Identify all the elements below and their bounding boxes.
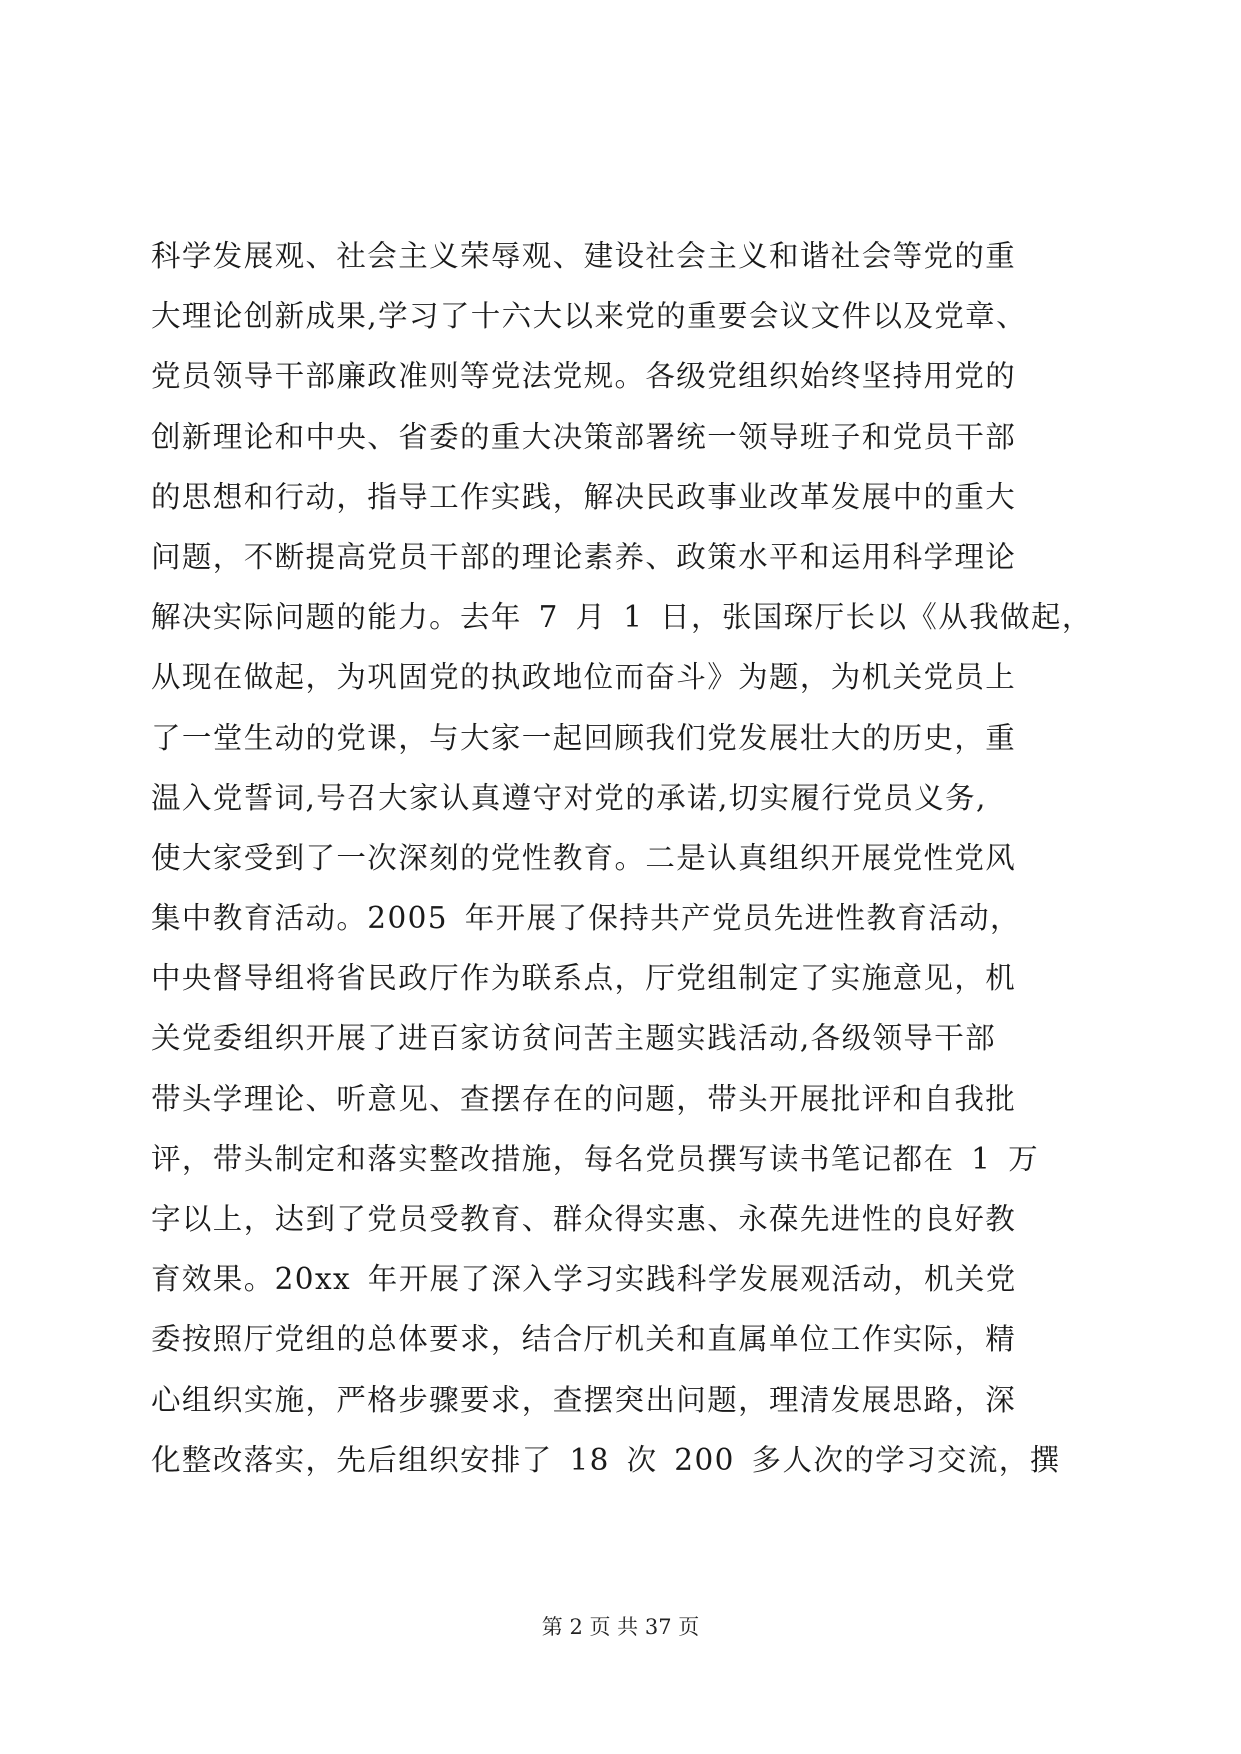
text-line: 大理论创新成果,学习了十六大以来党的重要会议文件以及党章、 — [151, 299, 1027, 334]
text-line: 评，带头制定和落实整改措施，每名党员撰写读书笔记都在 1 万 — [151, 1141, 1040, 1176]
text-line: 心组织实施，严格步骤要求，查摆突出问题，理清发展思路，深 — [151, 1382, 1017, 1417]
text-line: 育效果。20xx 年开展了深入学习实践科学发展观活动，机关党 — [151, 1262, 1017, 1297]
text-line: 化整改落实，先后组织安排了 18 次 200 多人次的学习交流，撰 — [151, 1442, 1061, 1477]
page-number-footer: 第 2 页 共 37 页 — [541, 1615, 700, 1639]
text-line: 字以上，达到了党员受教育、群众得实惠、永葆先进性的良好教 — [151, 1202, 1017, 1236]
body-text — [151, 226, 1111, 1490]
text-line: 问题，不断提高党员干部的理论素养、政策水平和运用科学理论 — [151, 539, 1017, 574]
text-line: 温入党誓词,号召大家认真遵守对党的承诺,切实履行党员义务, — [151, 780, 987, 815]
text-line: 科学发展观、社会主义荣辱观、建设社会主义和谐社会等党的重 — [151, 239, 1017, 273]
text-line: 的思想和行动，指导工作实践，解决民政事业改革发展中的重大 — [151, 479, 1017, 514]
text-line: 从现在做起，为巩固党的执政地位而奋斗》为题，为机关党员上 — [151, 660, 1017, 695]
text-line: 了一堂生动的党课，与大家一起回顾我们党发展壮大的历史，重 — [151, 720, 1017, 755]
text-line: 解决实际问题的能力。去年 7 月 1 日，张国琛厅长以《从我做起， — [151, 600, 1093, 635]
text-line: 创新理论和中央、省委的重大决策部署统一领导班子和党员干部 — [151, 419, 1017, 454]
text-line: 党员领导干部廉政准则等党法党规。各级党组织始终坚持用党的 — [151, 359, 1017, 394]
text-line: 集中教育活动。2005 年开展了保持共产党员先进性教育活动， — [151, 901, 1021, 936]
text-line: 中央督导组将省民政厅作为联系点，厅党组制定了实施意见，机 — [151, 961, 1017, 996]
text-line: 带头学理论、听意见、查摆存在的问题，带头开展批评和自我批 — [151, 1081, 1017, 1116]
text-line: 关党委组织开展了进百家访贫问苦主题实践活动,各级领导干部 — [151, 1021, 997, 1056]
text-line: 使大家受到了一次深刻的党性教育。二是认真组织开展党性党风 — [151, 840, 1017, 875]
text-line: 委按照厅党组的总体要求，结合厅机关和直属单位工作实际，精 — [151, 1322, 1017, 1357]
